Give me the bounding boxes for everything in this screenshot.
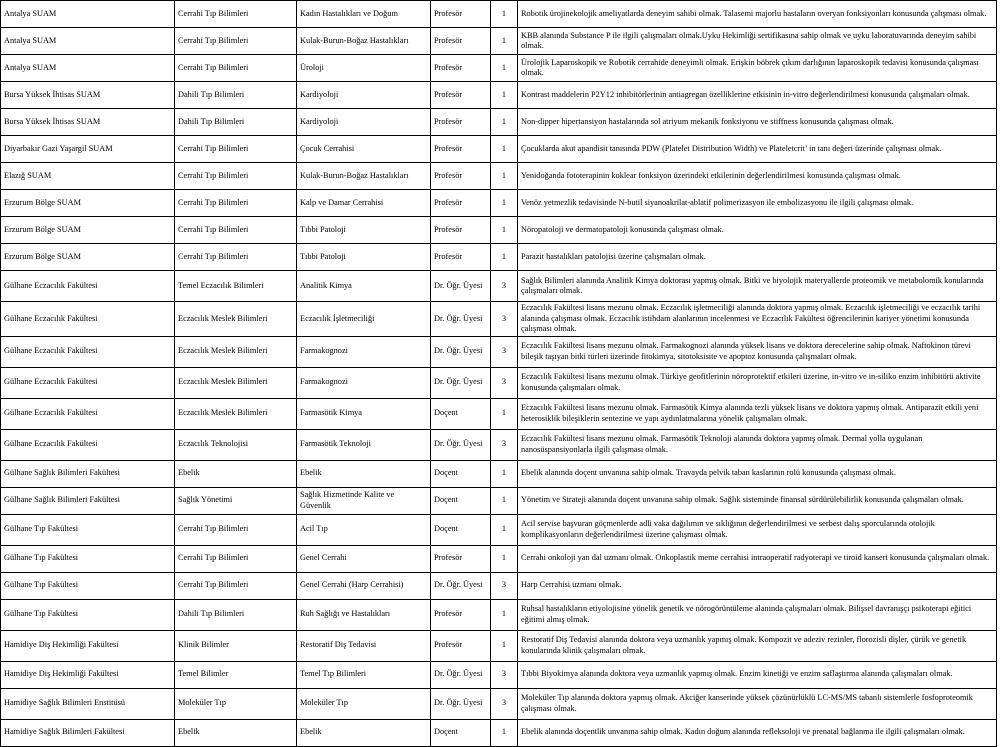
count-cell: 1: [491, 630, 518, 661]
institution-cell: Antalya SUAM: [1, 1, 175, 28]
requirement-cell: Cerrahi onkoloji yan dal uzmanı olmak. Onkoplastik meme cerrahisi intraoperatif radyoterapi ve tiroid kanseri konusunda çalışmaları olmak.: [518, 545, 997, 572]
table-row: [1, 429, 997, 460]
table-row: [1, 630, 997, 661]
title-cell: Profesör: [431, 244, 491, 271]
department-cell: Eczacılık Meslek Bilimleri: [175, 336, 297, 367]
discipline-cell: Ruh Sağlığı ve Hastalıkları: [297, 599, 431, 630]
requirement-cell: Eczacılık Fakültesi lisans mezunu olmak. Farmasötik Teknoloji alanında doktora yapmış olmak. Dermal yolla uygulanan nanosüspansiyonlarla ilgili çalışması olmak.: [518, 429, 997, 460]
requirement-cell: Ebelik alanında doçent unvanına sahip olmak. Travayda pelvik taban kaslarının rolü konusunda çalışması olmak.: [518, 460, 997, 487]
count-cell: 1: [491, 55, 518, 82]
department-cell: Dahili Tıp Bilimleri: [175, 599, 297, 630]
requirement-cell: Yenidoğanda fototerapinin koklear fonksiyon üzerindeki etkilerinin değerlendirilmesi konusunda çalışması olmak.: [518, 163, 997, 190]
requirement-cell: Harp Cerrahisi uzmanı olmak.: [518, 572, 997, 599]
discipline-cell: Ebelik: [297, 460, 431, 487]
count-cell: 1: [491, 514, 518, 545]
title-cell: Dr. Öğr. Üyesi: [431, 271, 491, 302]
count-cell: 3: [491, 302, 518, 337]
table-row: [1, 487, 997, 514]
discipline-cell: Tıbbi Patoloji: [297, 217, 431, 244]
requirement-cell: Ürolojik Laparoskopik ve Robotik cerrahide deneyimli olmak. Erişkin böbrek çıkım darlığının laparoskopik tedavisi konusunda çalışması olmak.: [518, 55, 997, 82]
requirement-cell: Tıbbi Biyokimya alanında doktora veya uzmanlık yapmış olmak. Enzim kinetiği ve enzim saflaştırma alanında çalışmaları olmak.: [518, 661, 997, 688]
discipline-cell: Kalp ve Damar Cerrahisi: [297, 190, 431, 217]
institution-cell: Gülhane Eczacılık Fakültesi: [1, 398, 175, 429]
title-cell: Doçent: [431, 398, 491, 429]
requirement-cell: Eczacılık Fakültesi lisans mezunu olmak. Farmasötik Kimya alanında tezli yüksek lisans ve doktora yapmış olmak. Antiparazit etkili yeni heterosiklik bileşiklerin sentezine ve yapı aydınlatmalarına yönelik çalışmaları olmak.: [518, 398, 997, 429]
count-cell: 3: [491, 429, 518, 460]
title-cell: Profesör: [431, 136, 491, 163]
requirement-cell: Yönetim ve Strateji alanında doçent unvanına sahip olmak. Sağlık sisteminde finansal sürdürülebilirlik konusunda çalışmaları olmak.: [518, 487, 997, 514]
table-row: [1, 109, 997, 136]
institution-cell: Erzurum Bölge SUAM: [1, 217, 175, 244]
table-row: [1, 688, 997, 719]
discipline-cell: Sağlık Hizmetinde Kalite ve Güvenlik: [297, 487, 431, 514]
count-cell: 1: [491, 719, 518, 746]
institution-cell: Gülhane Eczacılık Fakültesi: [1, 429, 175, 460]
department-cell: Dahili Tıp Bilimleri: [175, 82, 297, 109]
requirement-cell: Kontrast maddelerin P2Y12 inhibitörlerinin antiagregan özelliklerine etkisinin in-vitro değerlendirilmesi konusunda çalışmaları olmak.: [518, 82, 997, 109]
department-cell: Cerrahi Tıp Bilimleri: [175, 55, 297, 82]
title-cell: Profesör: [431, 217, 491, 244]
title-cell: Profesör: [431, 630, 491, 661]
count-cell: 3: [491, 367, 518, 398]
table-row: [1, 514, 997, 545]
count-cell: 3: [491, 572, 518, 599]
requirement-cell: Venöz yetmezlik tedavisinde N-butil siyanoakrilat-ablatif polimerizasyon ile embolizasyonu ile ilgili çalışması olmak.: [518, 190, 997, 217]
department-cell: Eczacılık Meslek Bilimleri: [175, 302, 297, 337]
requirement-cell: Ruhsal hastalıkların etiyolojisine yönelik genetik ve nörogörüntüleme alanında çalışmaları olmak. Bilişsel davranışçı psikoterapi eğitici eğitimi almış olmak.: [518, 599, 997, 630]
discipline-cell: Çocuk Cerrahisi: [297, 136, 431, 163]
count-cell: 3: [491, 661, 518, 688]
discipline-cell: Temel Tıp Bilimleri: [297, 661, 431, 688]
table-row: [1, 460, 997, 487]
count-cell: 1: [491, 244, 518, 271]
requirement-cell: Parazit hastalıkları patolojisi üzerine çalışmaları olmak.: [518, 244, 997, 271]
discipline-cell: Farmakognozi: [297, 336, 431, 367]
institution-cell: Elazığ SUAM: [1, 163, 175, 190]
discipline-cell: Farmasötik Teknoloji: [297, 429, 431, 460]
count-cell: 1: [491, 163, 518, 190]
discipline-cell: Genel Cerrahi: [297, 545, 431, 572]
table-row: [1, 271, 997, 302]
table-row: [1, 163, 997, 190]
institution-cell: Bursa Yüksek İhtisas SUAM: [1, 82, 175, 109]
discipline-cell: Acil Tıp: [297, 514, 431, 545]
requirement-cell: KBB alanında Substance P ile ilgili çalışmaları olmak.Uyku Hekimliği sertifikasına sahip olmak ve uyku laboratuvarında deneyim sahibi olmak.: [518, 28, 997, 55]
institution-cell: Diyarbakır Gazi Yaşargil SUAM: [1, 136, 175, 163]
department-cell: Dahili Tıp Bilimleri: [175, 109, 297, 136]
department-cell: Sağlık Yönetimi: [175, 487, 297, 514]
requirement-cell: Eczacılık Fakültesi lisans mezunu olmak. Farmakognozi alanında yüksek lisans ve doktora derecelerine sahip olmak. Naftokinon türevi bileşik taşıyan bitki türleri üzerinde fitokimya, sitotoksisite ve apoptoz konusunda çalışmaları olmak.: [518, 336, 997, 367]
table-row: [1, 28, 997, 55]
count-cell: 1: [491, 109, 518, 136]
requirement-cell: Acil servise başvuran göçmenlerde adli vaka dağılımın ve sıklığının değerlendirilmesi ve serbest dalış sporcularında otolojik komplikasyonların değerlendirilmesi üzerine çalışması olmak.: [518, 514, 997, 545]
title-cell: Dr. Öğr. Üyesi: [431, 302, 491, 337]
discipline-cell: Moleküler Tıp: [297, 688, 431, 719]
table-row: [1, 367, 997, 398]
title-cell: Profesör: [431, 28, 491, 55]
department-cell: Cerrahi Tıp Bilimleri: [175, 190, 297, 217]
institution-cell: Antalya SUAM: [1, 55, 175, 82]
institution-cell: Gülhane Eczacılık Fakültesi: [1, 302, 175, 337]
requirement-cell: Robotik ürojinekolojik ameliyatlarda deneyim sahibi olmak. Talasemi majorlu hastaların overyan fonksiyonları konusunda çalışması olmak.: [518, 1, 997, 28]
title-cell: Dr. Öğr. Üyesi: [431, 429, 491, 460]
table-row: [1, 55, 997, 82]
requirement-cell: Sağlık Bilimleri alanında Analitik Kimya doktorası yapmış olmak. Bitki ve biyolojik materyallerde proteomik ve metabolomik konularında çalışmaları olmak.: [518, 271, 997, 302]
discipline-cell: Eczacılık İşletmeciliği: [297, 302, 431, 337]
department-cell: Eczacılık Meslek Bilimleri: [175, 398, 297, 429]
table-row: [1, 719, 997, 746]
title-cell: Doçent: [431, 514, 491, 545]
title-cell: Profesör: [431, 599, 491, 630]
department-cell: Cerrahi Tıp Bilimleri: [175, 572, 297, 599]
department-cell: Cerrahi Tıp Bilimleri: [175, 136, 297, 163]
discipline-cell: Kulak-Burun-Boğaz Hastalıkları: [297, 28, 431, 55]
table-row: [1, 244, 997, 271]
institution-cell: Gülhane Eczacılık Fakültesi: [1, 367, 175, 398]
discipline-cell: Restoratif Diş Tedavisi: [297, 630, 431, 661]
count-cell: 3: [491, 271, 518, 302]
institution-cell: Hamidiye Sağlık Bilimleri Fakültesi: [1, 719, 175, 746]
count-cell: 3: [491, 336, 518, 367]
table-row: [1, 302, 997, 337]
department-cell: Moleküler Tıp: [175, 688, 297, 719]
requirement-cell: Moleküler Tıp alanında doktora yapmış olmak. Akciğer kanserinde yüksek çözünürlüklü LC-MS/MS tabanlı sistemlerle fosfoproteomik çalışması olmak.: [518, 688, 997, 719]
count-cell: 1: [491, 460, 518, 487]
institution-cell: Bursa Yüksek İhtisas SUAM: [1, 109, 175, 136]
requirement-cell: Nöropatoloji ve dermatopatoloji konusunda çalışması olmak.: [518, 217, 997, 244]
title-cell: Doçent: [431, 719, 491, 746]
table-row: [1, 599, 997, 630]
department-cell: Cerrahi Tıp Bilimleri: [175, 514, 297, 545]
discipline-cell: Kardiyoloji: [297, 82, 431, 109]
institution-cell: Hamidiye Sağlık Bilimleri Enstitüsü: [1, 688, 175, 719]
institution-cell: Gülhane Tıp Fakültesi: [1, 545, 175, 572]
institution-cell: Erzurum Bölge SUAM: [1, 190, 175, 217]
department-cell: Cerrahi Tıp Bilimleri: [175, 1, 297, 28]
count-cell: 1: [491, 487, 518, 514]
department-cell: Temel Eczacılık Bilimleri: [175, 271, 297, 302]
table-row: [1, 572, 997, 599]
institution-cell: Gülhane Eczacılık Fakültesi: [1, 336, 175, 367]
title-cell: Dr. Öğr. Üyesi: [431, 367, 491, 398]
table-row: [1, 398, 997, 429]
table-row: [1, 136, 997, 163]
count-cell: 1: [491, 28, 518, 55]
title-cell: Profesör: [431, 109, 491, 136]
count-cell: 1: [491, 599, 518, 630]
discipline-cell: Analitik Kimya: [297, 271, 431, 302]
title-cell: Profesör: [431, 1, 491, 28]
requirement-cell: Restoratif Diş Tedavisi alanında doktora veya uzmanlık yapmış olmak. Kompozit ve adeziv rezinler, florozisli dişler, çürük ve genetik konularında klinik çalışmaları olmak.: [518, 630, 997, 661]
requirement-cell: Ebelik alanında doçentlik unvanına sahip olmak. Kadın doğum alanında refleksoloji ve prenatal bağlanma ile ilgili çalışmaları olmak.: [518, 719, 997, 746]
title-cell: Profesör: [431, 55, 491, 82]
department-cell: Cerrahi Tıp Bilimleri: [175, 217, 297, 244]
count-cell: 3: [491, 688, 518, 719]
title-cell: Dr. Öğr. Üyesi: [431, 336, 491, 367]
discipline-cell: Kulak-Burun-Boğaz Hastalıkları: [297, 163, 431, 190]
discipline-cell: Üroloji: [297, 55, 431, 82]
table-row: [1, 82, 997, 109]
institution-cell: Antalya SUAM: [1, 28, 175, 55]
department-cell: Eczacılık Meslek Bilimleri: [175, 367, 297, 398]
institution-cell: Gülhane Eczacılık Fakültesi: [1, 271, 175, 302]
requirement-cell: Eczacılık Fakültesi lisans mezunu olmak. Türkiye geofitlerinin nöroprotektif etkileri üzerine, in-vitro ve in-siliko enzim inhibitörü aktivite konusunda çalışmaları olmak.: [518, 367, 997, 398]
requirement-cell: Non-dipper hipertansiyon hastalarında sol atriyum mekanik fonksiyonu ve stiffness konusunda çalışması olmak.: [518, 109, 997, 136]
institution-cell: Gülhane Tıp Fakültesi: [1, 572, 175, 599]
count-cell: 1: [491, 190, 518, 217]
requirement-cell: Çocuklarda akut apandisit tanısında PDW (Platelet Distribution Width) ve Plateletcrit’ in tanı değeri üzerinde çalışması olmak.: [518, 136, 997, 163]
discipline-cell: Genel Cerrahi (Harp Cerrahisi): [297, 572, 431, 599]
institution-cell: Gülhane Sağlık Bilimleri Fakültesi: [1, 460, 175, 487]
title-cell: Dr. Öğr. Üyesi: [431, 688, 491, 719]
title-cell: Doçent: [431, 460, 491, 487]
count-cell: 1: [491, 545, 518, 572]
discipline-cell: Tıbbi Patoloji: [297, 244, 431, 271]
table-row: [1, 661, 997, 688]
table-row: [1, 217, 997, 244]
title-cell: Profesör: [431, 163, 491, 190]
discipline-cell: Farmakognozi: [297, 367, 431, 398]
institution-cell: Erzurum Bölge SUAM: [1, 244, 175, 271]
department-cell: Cerrahi Tıp Bilimleri: [175, 163, 297, 190]
department-cell: Klinik Bilimler: [175, 630, 297, 661]
table-row: [1, 190, 997, 217]
table-body: [1, 1, 997, 747]
count-cell: 1: [491, 398, 518, 429]
institution-cell: Gülhane Tıp Fakültesi: [1, 514, 175, 545]
department-cell: Cerrahi Tıp Bilimleri: [175, 545, 297, 572]
discipline-cell: Ebelik: [297, 719, 431, 746]
discipline-cell: Farmasötik Kimya: [297, 398, 431, 429]
title-cell: Profesör: [431, 545, 491, 572]
title-cell: Profesör: [431, 82, 491, 109]
institution-cell: Gülhane Tıp Fakültesi: [1, 599, 175, 630]
institution-cell: Hamidiye Diş Hekimliği Fakültesi: [1, 661, 175, 688]
title-cell: Profesör: [431, 190, 491, 217]
count-cell: 1: [491, 136, 518, 163]
count-cell: 1: [491, 82, 518, 109]
discipline-cell: Kadın Hastalıkları ve Doğum: [297, 1, 431, 28]
table-row: [1, 1, 997, 28]
title-cell: Dr. Öğr. Üyesi: [431, 572, 491, 599]
title-cell: Doçent: [431, 487, 491, 514]
department-cell: Eczacılık Teknolojisi: [175, 429, 297, 460]
count-cell: 1: [491, 1, 518, 28]
department-cell: Ebelik: [175, 460, 297, 487]
institution-cell: Gülhane Sağlık Bilimleri Fakültesi: [1, 487, 175, 514]
department-cell: Cerrahi Tıp Bilimleri: [175, 28, 297, 55]
table-row: [1, 336, 997, 367]
department-cell: Cerrahi Tıp Bilimleri: [175, 244, 297, 271]
discipline-cell: Kardiyoloji: [297, 109, 431, 136]
department-cell: Temel Bilimler: [175, 661, 297, 688]
requirement-cell: Eczacılık Fakültesi lisans mezunu olmak. Eczacılık işletmeciliği alanında doktora yapmış olmak. Eczacılık işletmeciliği ve eczacılık tarihi alanında çalışması olmak. Eczacılık istihdam alanlarının incelenmesi ve Eczacılık Fakültesi öğrencilerinin kariyer yönetimi konusunda çalışması olmak.: [518, 302, 997, 337]
table-row: [1, 545, 997, 572]
title-cell: Dr. Öğr. Üyesi: [431, 661, 491, 688]
institution-cell: Hamidiye Diş Hekimliği Fakültesi: [1, 630, 175, 661]
count-cell: 1: [491, 217, 518, 244]
department-cell: Ebelik: [175, 719, 297, 746]
